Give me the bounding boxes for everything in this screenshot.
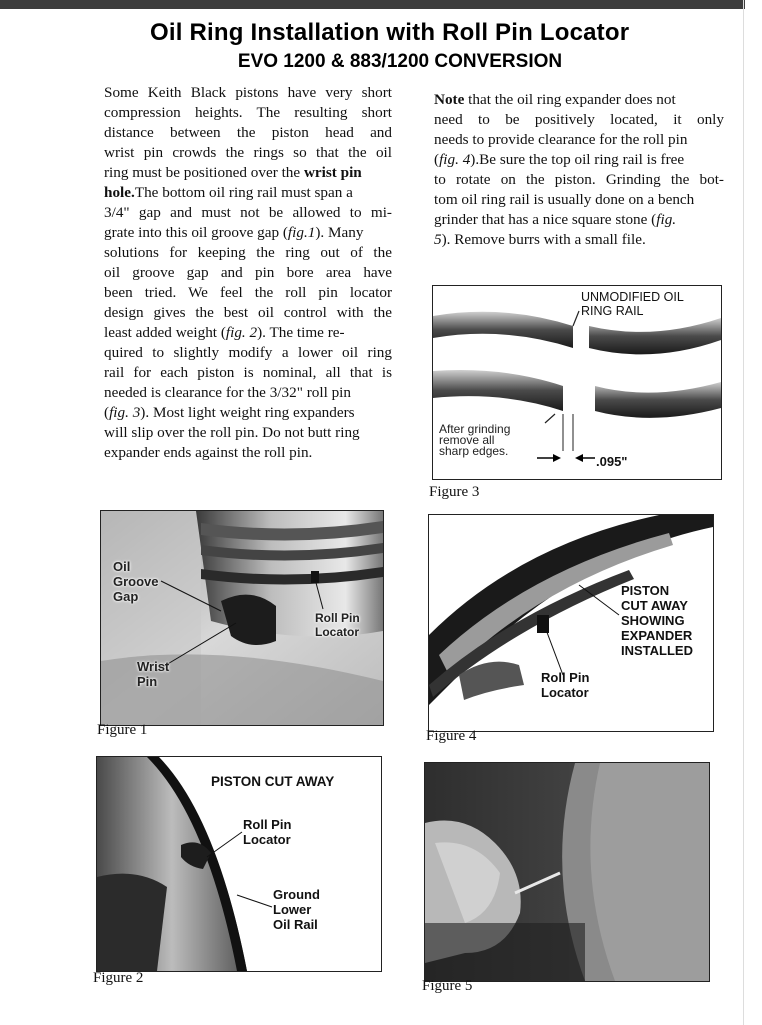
left-text-column [104,83,392,463]
bold-term: hole. [104,184,135,201]
text-line: Note that the oil ring expander does not [434,91,676,108]
text-line: rail for each piston is nominal, all that is [104,364,392,381]
fig4-label-roll-pin-locator: Roll Pin Locator [541,670,590,700]
text-line: Some Keith Black pistons have very short [104,84,392,101]
text-line: will slip over the roll pin. Do not butt ring [104,424,360,441]
text-line: (fig. 3). Most light weight ring expanders [104,404,355,421]
fig-ref: fig.1 [287,224,316,241]
grinding-photo [425,763,709,981]
fig-ref: 5 [434,231,442,248]
dimension-arrow-icon [553,454,561,462]
text-line: 5). Remove burrs with a small file. [434,231,646,248]
piston-cutaway-photo [97,757,381,971]
bold-term: wrist pin [303,164,362,181]
fig-ref: fig. [656,211,677,228]
figure-2-photo [96,756,382,972]
fig2-title: PISTON CUT AWAY [211,774,335,789]
figure-1-photo [100,510,384,726]
fig-ref: fig. 2 [225,324,258,341]
scan-top-edge [0,0,745,9]
lower-rail-left [433,370,563,411]
scan-edge-shadow [743,0,744,1025]
text-line: design gives the best oil control with the [104,304,392,321]
page-subtitle: EVO 1200 & 883/1200 CONVERSION [237,51,563,72]
text-line: solutions for keeping the ring out of the [104,244,392,261]
fig-ref: fig. 3 [109,404,141,421]
fig1-label-oil-groove-gap: Oil Groove Gap [113,559,159,604]
figure-2-caption: Figure 2 [93,970,144,986]
text-line: grinder that has a nice square stone (fig. [434,211,677,228]
text-line: need to be positively located, it only [434,111,724,128]
right-text-column [434,90,724,250]
text-line: least added weight (fig. 2). The time re- [104,324,345,341]
text-line: distance between the piston head and [104,124,392,141]
figure-4-caption: Figure 4 [426,728,477,744]
text-line: 3/4" gap and must not be allowed to mi- [104,204,392,221]
fig2-label-ground-lower-oil-rail: Ground Lower Oil Rail [273,887,320,932]
fig1-label-roll-pin-locator: Roll Pin Locator [315,611,360,639]
dimension-arrow-icon [575,454,583,462]
text-line: grate into this oil groove gap (fig.1). Many [104,224,364,241]
fig1-label-wrist-pin: Wrist Pin [137,659,170,689]
figure-5-photo [424,762,710,982]
text-line: (fig. 4).Be sure the top oil ring rail is free [434,151,685,168]
bold-term: Note [434,91,465,108]
fig4-label-expander: PISTON CUT AWAY SHOWING EXPANDER INSTALLED [621,583,693,658]
text-line: wrist pin crowds the rings so that the oil [104,144,392,161]
text-line: expander ends against the roll pin. [104,444,313,461]
figure-5-caption: Figure 5 [422,978,473,994]
fig2-label-roll-pin-locator: Roll Pin Locator [243,817,292,847]
fig3-label-after-grinding: After grinding remove all sharp edges. [439,422,511,458]
text-line: to rotate on the piston. Grinding the bot- [434,171,724,188]
lower-rail-right [595,382,721,418]
fig3-label-unmodified: UNMODIFIED OIL RING RAIL [581,290,684,318]
upper-rail-right [589,318,721,354]
upper-rail-left [433,312,573,348]
text-line: needs to provide clearance for the roll pin [434,131,688,148]
figure-1-caption: Figure 1 [97,722,148,738]
text-line: hole.The bottom oil ring rail must span a [104,184,353,201]
text-line: been tried. We feel the roll pin locator [104,284,392,301]
figure-3-caption: Figure 3 [429,484,480,500]
page-title: Oil Ring Installation with Roll Pin Locator [150,19,630,46]
figure-3-diagram [432,285,722,480]
text-line: tom oil ring rail is usually done on a bench [434,191,695,208]
text-line: compression heights. The resulting short [104,104,392,121]
text-line: ring must be positioned over the wrist pin [104,164,362,181]
fig3-dimension-label: .095" [596,454,628,469]
fig-ref: fig. 4 [439,151,471,168]
text-line: quired to slightly modify a lower oil ring [104,344,392,361]
figure-4-photo [428,514,714,732]
text-line: oil groove gap and pin bore area have [104,264,392,281]
text-line: needed is clearance for the 3/32" roll pin [104,384,351,401]
